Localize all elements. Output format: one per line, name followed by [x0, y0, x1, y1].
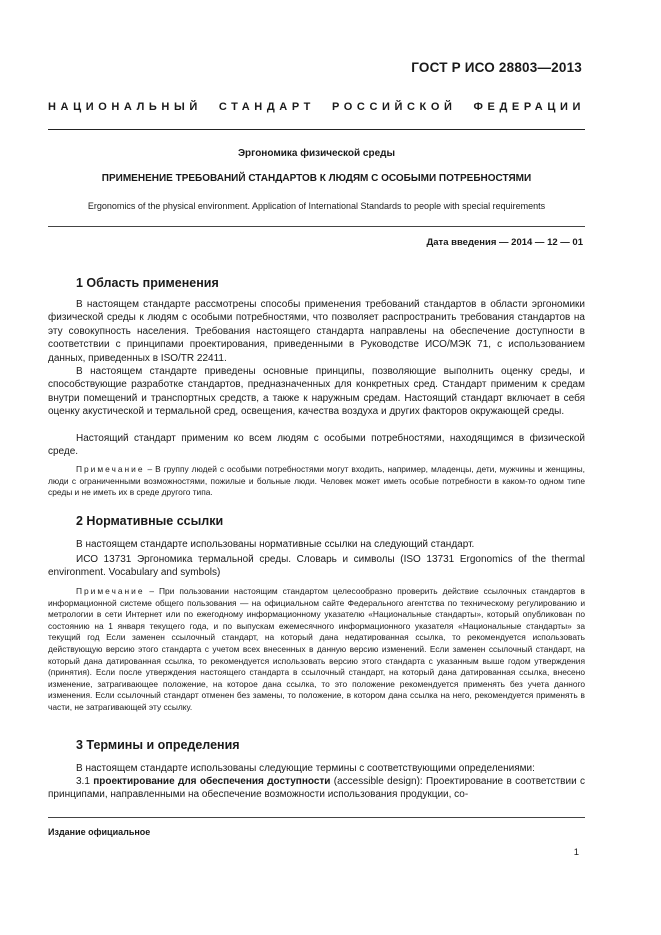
title-line-1: Эргономика физической среды: [237, 148, 396, 159]
section-2-note: [48, 586, 585, 714]
section-3-heading: 3 Термины и определения: [76, 738, 240, 752]
term-definition: (accessible design): Проектирование в соответствии с принципами, направленными на обеспечение возможности использования продукции, со-: [48, 776, 585, 801]
standard-number: ГОСТ Р ИСО 28803—2013: [411, 60, 582, 75]
introduction-date: Дата введения — 2014 — 12 — 01: [426, 237, 583, 248]
section-1-heading: 1 Область применения: [76, 276, 219, 290]
section-1-paragraph-2: В настоящем стандарте приведены основные принципы, позволяющие выполнить оценку среды, и способствующие разработке стандартов, предназначенных для конкретных сред. Стандарт применим к средам внутри помещений и транспортных средств, а также к наружным средам. Настоящий стандарт включает в себя оценку акустической и термальной сред, освещения, качества воздуха и других факторов окружающей среды.: [48, 366, 585, 418]
section-2-paragraph-2: ИСО 13731 Эргономика термальной среды. Словарь и символы (ISO 13731 Ergonomics of the thermal environment. Vocabulary and symbols): [48, 554, 585, 579]
footer-divider: [48, 817, 585, 818]
note-label: Примечание: [76, 464, 145, 474]
term-name: проектирование для обеспечения доступности: [93, 776, 331, 787]
title-divider: [48, 226, 585, 227]
term-number: 3.1: [76, 776, 94, 787]
term-3-1: [48, 775, 585, 802]
title-line-2: ПРИМЕНЕНИЕ ТРЕБОВАНИЙ СТАНДАРТОВ К ЛЮДЯМ С ОСОБЫМИ ПОТРЕБНОСТЯМИ: [101, 173, 532, 184]
section-2-heading: 2 Нормативные ссылки: [76, 514, 224, 528]
note-text: – При пользовании настоящим стандартом целесообразно проверить действие ссылочных стандартов в информационной системе общего пользования — на официальном сайте Федерального агентства по техническому регулированию и метрологии в сети Интернет или по ежегодному информационному указателю «Национальные стандарты», который опубликован по состоянию на 1 января текущего года, и по выпускам ежемесячного информационного указателя «Национальные стандарты» за текущий год Если заменен ссылочный стандарт, на который дана недатированная ссылка, то рекомендуется использовать действующую версию этого стандарта с учетом всех внесенных в данную версию изменений. Если заменен ссылочный стандарт, на который дана датированная ссылка, то рекомендуется использовать версию этого стандарта с указанным выше годом утверждения (принятия). Если после утверждения настоящего стандарта в ссылочный стандарт, на который дана датированная ссылка, внесено изменение, затрагивающее положение, на которое дана ссылка, то это положение рекомендуется применять без учета данного изменения. Если ссылочный стандарт отменен без замены, то положение, в котором дана ссылка на него, рекомендуется применять в части, не затрагивающей эту ссылку.: [48, 586, 585, 712]
official-edition-label: Издание официальное: [48, 827, 151, 837]
section-1-note: [48, 464, 585, 499]
section-2-paragraph-1: В настоящем стандарте использованы нормативные ссылки на следующий стандарт.: [76, 539, 475, 550]
title-english: Ergonomics of the physical environment. Application of International Standards to people with special requirements: [87, 201, 546, 211]
note-text: – В группу людей с особыми потребностями могут входить, например, младенцы, дети, мужчины и женщины, люди с ограниченными возможностями, пожилые и больные люди. Человек может иметь особые потребности в каком-то одном типе среды и не иметь их в среде другого типа.: [48, 464, 585, 498]
header-divider: [48, 129, 585, 130]
section-1-paragraph-3: Настоящий стандарт применим ко всем людям с особыми потребностями, находящимся в физической среде.: [48, 433, 585, 458]
section-3-paragraph-1: В настоящем стандарте использованы следующие термины с соответствующими определениями:: [76, 763, 535, 774]
note-label: Примечание: [76, 586, 145, 596]
page-number: 1: [573, 847, 579, 858]
national-standard-caption: НАЦИОНАЛЬНЫЙ СТАНДАРТ РОССИЙСКОЙ ФЕДЕРАЦИИ: [48, 101, 585, 113]
section-1-paragraph-1: В настоящем стандарте рассмотрены способы применения требований стандартов в области эргономики физической среды к людям с особыми потребностями, что позволяет распространить требования стандартов на эту совокупность населения. Требования настоящего стандарта направлены на обеспечение доступности в соответствии с принципами проектирования, приведенными в Руководстве ИСО/МЭК 71, с использованием данных, приведенных в ISO/TR 22411.: [48, 299, 585, 364]
